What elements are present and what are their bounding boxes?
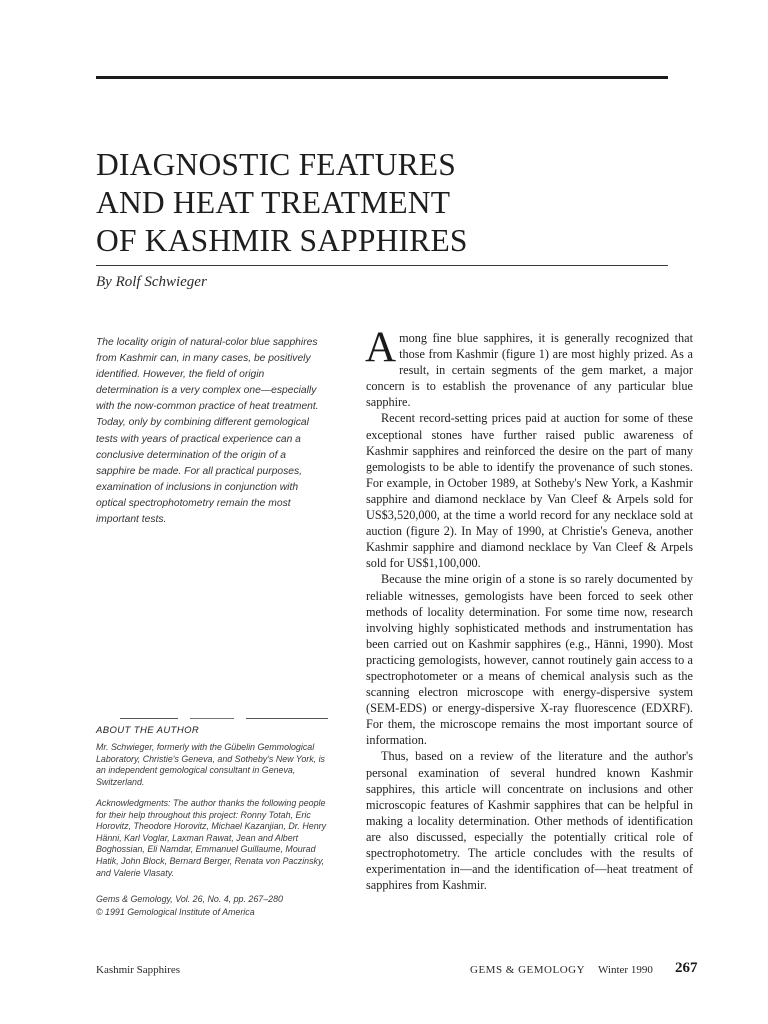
drop-cap: A (365, 324, 397, 371)
body-paragraph-2: Recent record-setting prices paid at auction for some of these exceptional stones have further raised public awareness of Kashmir sapphires and reinforced the desire on the part of many gemologists to be able to identify the provenance of such stones. For example, in October 1989, at Sotheby's New York, a Kashmir sapphire and diamond necklace by Van Cleef & Arpels sold for US$3,520,000, at the time a world record for any necklace sold at auction (figure 2). In May of 1990, at Christie's Geneva, another Kashmir sapphire and diamond necklace by Van Cleef & Arpels sold for US$1,100,000. (366, 411, 693, 571)
title-line-1: DIAGNOSTIC FEATURES (96, 147, 456, 182)
title-line-3: OF KASHMIR SAPPHIRES (96, 223, 468, 258)
about-author-text: Mr. Schwieger, formerly with the Gübelin Gemmological Laboratory, Christie's Geneva, and Sotheby's New York, is an independent gemological consultant in Geneva, Switzerland. (96, 742, 325, 787)
body-text (365, 324, 693, 893)
top-rule (96, 76, 668, 79)
page-number: 267 (675, 960, 698, 976)
copyright: © 1991 Gemological Institute of America (96, 907, 255, 917)
article-title (96, 146, 676, 260)
author-divider-right (246, 718, 328, 719)
journal-name: GEMS & GEMOLOGY (470, 964, 586, 976)
body-paragraph-1 (365, 324, 693, 410)
citation: Gems & Gemology, Vol. 26, No. 4, pp. 267–280 (96, 894, 283, 904)
body-paragraph-3: Because the mine origin of a stone is so rarely documented by reliable witnesses, gemologists have been forced to seek other methods of locality determination. For some time now, research involving highly sophisticated methods and instrumentation has been carried out on Kashmir sapphires (e.g., Hänni, 1990). Most practicing gemologists, however, cannot routinely gain access to a spectrophotometer or a means of chemical analysis such as the scanning electron microscope with energy-dispersive system (SEM-EDS) or energy-dispersive X-ray fluorescence (EDXRF). For them, the microscope remains the most important source of information. (366, 572, 693, 748)
title-rule (96, 265, 668, 266)
running-title: Kashmir Sapphires (96, 964, 181, 976)
byline: By Rolf Schwieger (96, 274, 207, 290)
body-paragraph-1-text: mong fine blue sapphires, it is generally recognized that those from Kashmir (figure 1) are most highly prized. As a result, in certain segments of the gem market, a major concern is to establish the provenance of any particular blue sapphire. (366, 331, 693, 410)
author-divider-left (120, 718, 178, 719)
issue-date: Winter 1990 (598, 964, 653, 976)
acknowledgments: Acknowledgments: The author thanks the following people for their help throughout this project: Ronny Totah, Eric Horovitz, Theodore Horovitz, Michael Kazanjian, Dr. Henry Hänni, Karl Voglar, Laxman Rawat, Jean and Albert Boghossian, Eli Namdar, Emmanuel Guillaume, Mourad Hatik, John Block, Bernard Berger, Renata von Paczinsky, and Valerie Vlasaty. (96, 798, 327, 878)
author-divider-middle (190, 718, 234, 719)
body-paragraph-4: Thus, based on a review of the literature and the author's personal examination of several hundred known Kashmir sapphires, this article will concentrate on inclusions and other microscopic features of Kashmir sapphires that can be helpful in making a locality determination. Other methods of identification are also discussed, especially the potentially critical role of spectrophotometry. The article concludes with the results of experimentation in—and the identification of—heat treatment of sapphires from Kashmir. (366, 749, 693, 893)
abstract: The locality origin of natural-color blue sapphires from Kashmir can, in many cases, be positively identified. However, the field of origin determination is a very complex one—especially with the now-common practice of heat treatment. Today, only by combining different gemological tests with years of practical experience can a conclusive determination of the origin of a sapphire be made. For all practical purposes, examination of inclusions in conjunction with optical spectrophotometry remain the most important tests. (96, 337, 319, 526)
about-author-heading: ABOUT THE AUTHOR (96, 725, 200, 736)
title-line-2: AND HEAT TREATMENT (96, 185, 451, 220)
